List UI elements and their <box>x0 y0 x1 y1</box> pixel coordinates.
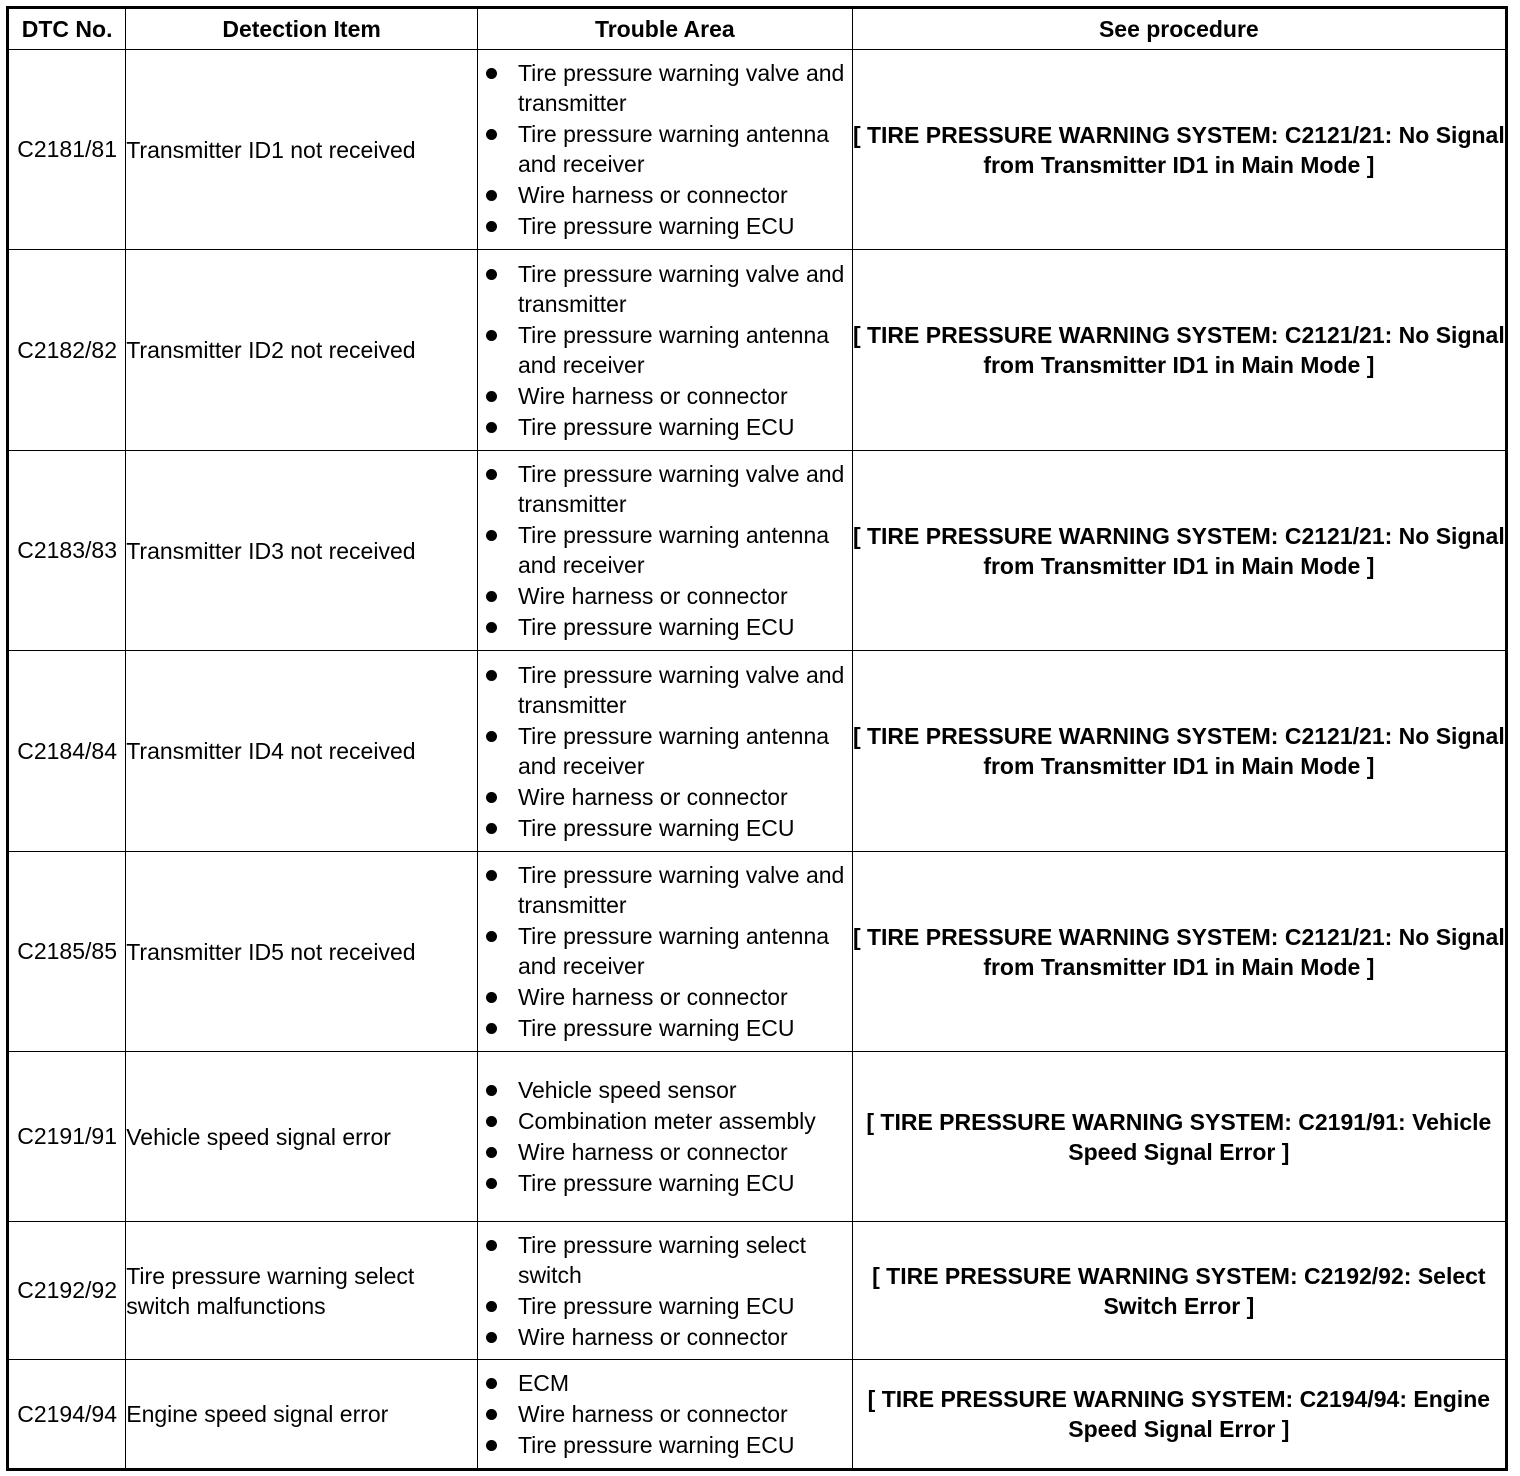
trouble-area <box>477 50 852 250</box>
bullet-icon <box>486 1147 497 1158</box>
trouble-area-item <box>478 412 852 442</box>
bullet-icon <box>486 330 497 341</box>
bullet-icon <box>486 221 497 232</box>
header-detection-item: Detection Item <box>126 8 478 50</box>
procedure-link[interactable]: [ TIRE PRESSURE WARNING SYSTEM: C2121/21: No Signal from Transmitter ID1 in Main Mode ] <box>852 852 1506 1052</box>
detection-item: Vehicle speed signal error <box>126 1052 478 1222</box>
trouble-area-item <box>478 1137 852 1167</box>
dtc-number: C2183/83 <box>8 451 126 651</box>
header-dtc-no: DTC No. <box>8 8 126 50</box>
bullet-icon <box>486 1178 497 1189</box>
trouble-area-text: Tire pressure warning valve and transmitter <box>517 461 845 517</box>
trouble-area-text: Wire harness or connector <box>517 1323 788 1350</box>
trouble-area <box>477 852 852 1052</box>
trouble-area-item <box>478 1368 852 1398</box>
trouble-area-list <box>478 459 852 642</box>
bullet-icon <box>486 992 497 1003</box>
detection-item: Tire pressure warning select switch malfunctions <box>126 1222 478 1360</box>
trouble-area-item <box>478 581 852 611</box>
bullet-icon <box>486 269 497 280</box>
trouble-area-text: Tire pressure warning ECU <box>517 1432 795 1458</box>
trouble-area-text: Tire pressure warning valve and transmitter <box>517 60 845 116</box>
trouble-area-item <box>478 660 852 720</box>
trouble-area-text: Tire pressure warning select switch <box>517 1231 806 1288</box>
trouble-area-text: Wire harness or connector <box>517 783 788 810</box>
bullet-icon <box>486 823 497 834</box>
dtc-number: C2192/92 <box>8 1222 126 1360</box>
trouble-area-text: Tire pressure warning ECU <box>517 213 795 239</box>
trouble-area-item <box>478 860 852 920</box>
dtc-number: C2191/91 <box>8 1052 126 1222</box>
bullet-icon <box>486 870 497 881</box>
trouble-area-list <box>478 58 852 241</box>
bullet-icon <box>486 469 497 480</box>
table-row <box>8 1360 1507 1470</box>
detection-item: Transmitter ID2 not received <box>126 250 478 451</box>
trouble-area-text: Wire harness or connector <box>517 984 788 1010</box>
trouble-area-text: Tire pressure warning ECU <box>517 814 795 841</box>
trouble-area-text: Tire pressure warning antenna and receiver <box>517 121 830 177</box>
trouble-area <box>477 451 852 651</box>
bullet-icon <box>486 622 497 633</box>
procedure-link[interactable]: [ TIRE PRESSURE WARNING SYSTEM: C2121/21: No Signal from Transmitter ID1 in Main Mode ] <box>852 50 1506 250</box>
bullet-icon <box>486 190 497 201</box>
table-row <box>8 1052 1507 1222</box>
trouble-area-text: Wire harness or connector <box>517 182 788 208</box>
bullet-icon <box>486 1378 497 1389</box>
dtc-number: C2185/85 <box>8 852 126 1052</box>
trouble-area-text: Vehicle speed sensor <box>517 1077 737 1103</box>
header-see-procedure: See procedure <box>852 8 1506 50</box>
bullet-icon <box>486 931 497 942</box>
trouble-area-item <box>478 520 852 580</box>
trouble-area-text: Tire pressure warning valve and transmitter <box>517 862 845 918</box>
trouble-area-item <box>478 1230 852 1290</box>
bullet-icon <box>486 391 497 402</box>
trouble-area-item <box>478 58 852 118</box>
bullet-icon <box>486 1240 497 1251</box>
procedure-link[interactable]: [ TIRE PRESSURE WARNING SYSTEM: C2194/94: Engine Speed Signal Error ] <box>852 1360 1506 1470</box>
bullet-icon <box>486 1332 497 1343</box>
bullet-icon <box>486 530 497 541</box>
trouble-area-text: Wire harness or connector <box>517 382 788 409</box>
procedure-link[interactable]: [ TIRE PRESSURE WARNING SYSTEM: C2121/21: No Signal from Transmitter ID1 in Main Mode ] <box>852 451 1506 651</box>
detection-item: Transmitter ID1 not received <box>126 50 478 250</box>
trouble-area-list <box>478 1230 852 1352</box>
procedure-link[interactable]: [ TIRE PRESSURE WARNING SYSTEM: C2121/21: No Signal from Transmitter ID1 in Main Mode ] <box>852 651 1506 852</box>
trouble-area <box>477 1052 852 1222</box>
trouble-area-item <box>478 381 852 411</box>
detection-item: Transmitter ID3 not received <box>126 451 478 651</box>
bullet-icon <box>486 591 497 602</box>
trouble-area-text: Tire pressure warning ECU <box>517 1015 795 1041</box>
table-row <box>8 50 1507 250</box>
dtc-number: C2181/81 <box>8 50 126 250</box>
trouble-area-item <box>478 813 852 843</box>
trouble-area-text: Tire pressure warning ECU <box>517 614 795 640</box>
dtc-number: C2184/84 <box>8 651 126 852</box>
bullet-icon <box>486 670 497 681</box>
trouble-area-item <box>478 1399 852 1429</box>
bullet-icon <box>486 129 497 140</box>
dtc-table <box>6 6 1508 1471</box>
trouble-area-item <box>478 1430 852 1460</box>
table-row <box>8 451 1507 651</box>
trouble-area-text: Tire pressure warning valve and transmitter <box>517 661 845 718</box>
header-row <box>8 8 1507 50</box>
procedure-link[interactable]: [ TIRE PRESSURE WARNING SYSTEM: C2192/92: Select Switch Error ] <box>852 1222 1506 1360</box>
trouble-area-list <box>478 860 852 1043</box>
trouble-area-item <box>478 782 852 812</box>
detection-item: Engine speed signal error <box>126 1360 478 1470</box>
trouble-area-text: Combination meter assembly <box>517 1108 816 1134</box>
header-trouble-area: Trouble Area <box>477 8 852 50</box>
trouble-area-item <box>478 459 852 519</box>
trouble-area <box>477 651 852 852</box>
trouble-area-text: Tire pressure warning ECU <box>517 1292 795 1319</box>
trouble-area-item <box>478 721 852 781</box>
trouble-area-item <box>478 1291 852 1321</box>
trouble-area-item <box>478 1075 852 1105</box>
bullet-icon <box>486 422 497 433</box>
procedure-link[interactable]: [ TIRE PRESSURE WARNING SYSTEM: C2191/91: Vehicle Speed Signal Error ] <box>852 1052 1506 1222</box>
trouble-area-text: Tire pressure warning valve and transmitter <box>517 260 845 317</box>
trouble-area-list <box>478 1368 852 1460</box>
trouble-area-text: Tire pressure warning antenna and receiver <box>517 321 830 378</box>
trouble-area-text: Tire pressure warning ECU <box>517 413 795 440</box>
table-row <box>8 651 1507 852</box>
trouble-area-text: Tire pressure warning ECU <box>517 1170 795 1196</box>
bullet-icon <box>486 731 497 742</box>
trouble-area-item <box>478 982 852 1012</box>
trouble-area-text: Wire harness or connector <box>517 1401 788 1427</box>
trouble-area-item <box>478 119 852 179</box>
trouble-area-text: Tire pressure warning antenna and receiver <box>517 923 830 979</box>
table-row <box>8 852 1507 1052</box>
trouble-area-item <box>478 320 852 380</box>
trouble-area-text: Tire pressure warning antenna and receiver <box>517 522 830 578</box>
trouble-area-text: Wire harness or connector <box>517 1139 788 1165</box>
trouble-area <box>477 250 852 451</box>
trouble-area-list <box>478 660 852 843</box>
trouble-area-item <box>478 612 852 642</box>
table-row <box>8 250 1507 451</box>
bullet-icon <box>486 1301 497 1312</box>
table-row <box>8 1222 1507 1360</box>
trouble-area-item <box>478 180 852 210</box>
trouble-area-item <box>478 211 852 241</box>
trouble-area-item <box>478 921 852 981</box>
bullet-icon <box>486 1440 497 1451</box>
bullet-icon <box>486 792 497 803</box>
trouble-area-item <box>478 1013 852 1043</box>
dtc-number: C2182/82 <box>8 250 126 451</box>
detection-item: Transmitter ID4 not received <box>126 651 478 852</box>
trouble-area-list <box>478 1075 852 1198</box>
bullet-icon <box>486 1085 497 1096</box>
trouble-area-item <box>478 1168 852 1198</box>
trouble-area-item <box>478 259 852 319</box>
trouble-area-item <box>478 1106 852 1136</box>
detection-item: Transmitter ID5 not received <box>126 852 478 1052</box>
table-body <box>8 50 1507 1470</box>
trouble-area-text: ECM <box>517 1370 570 1396</box>
trouble-area <box>477 1360 852 1470</box>
bullet-icon <box>486 68 497 79</box>
procedure-link[interactable]: [ TIRE PRESSURE WARNING SYSTEM: C2121/21: No Signal from Transmitter ID1 in Main Mode ] <box>852 250 1506 451</box>
bullet-icon <box>486 1023 497 1034</box>
bullet-icon <box>486 1116 497 1127</box>
trouble-area-text: Tire pressure warning antenna and receiver <box>517 722 830 779</box>
trouble-area-text: Wire harness or connector <box>517 583 788 609</box>
trouble-area-item <box>478 1322 852 1352</box>
bullet-icon <box>486 1409 497 1420</box>
trouble-area-list <box>478 259 852 442</box>
trouble-area <box>477 1222 852 1360</box>
dtc-number: C2194/94 <box>8 1360 126 1470</box>
